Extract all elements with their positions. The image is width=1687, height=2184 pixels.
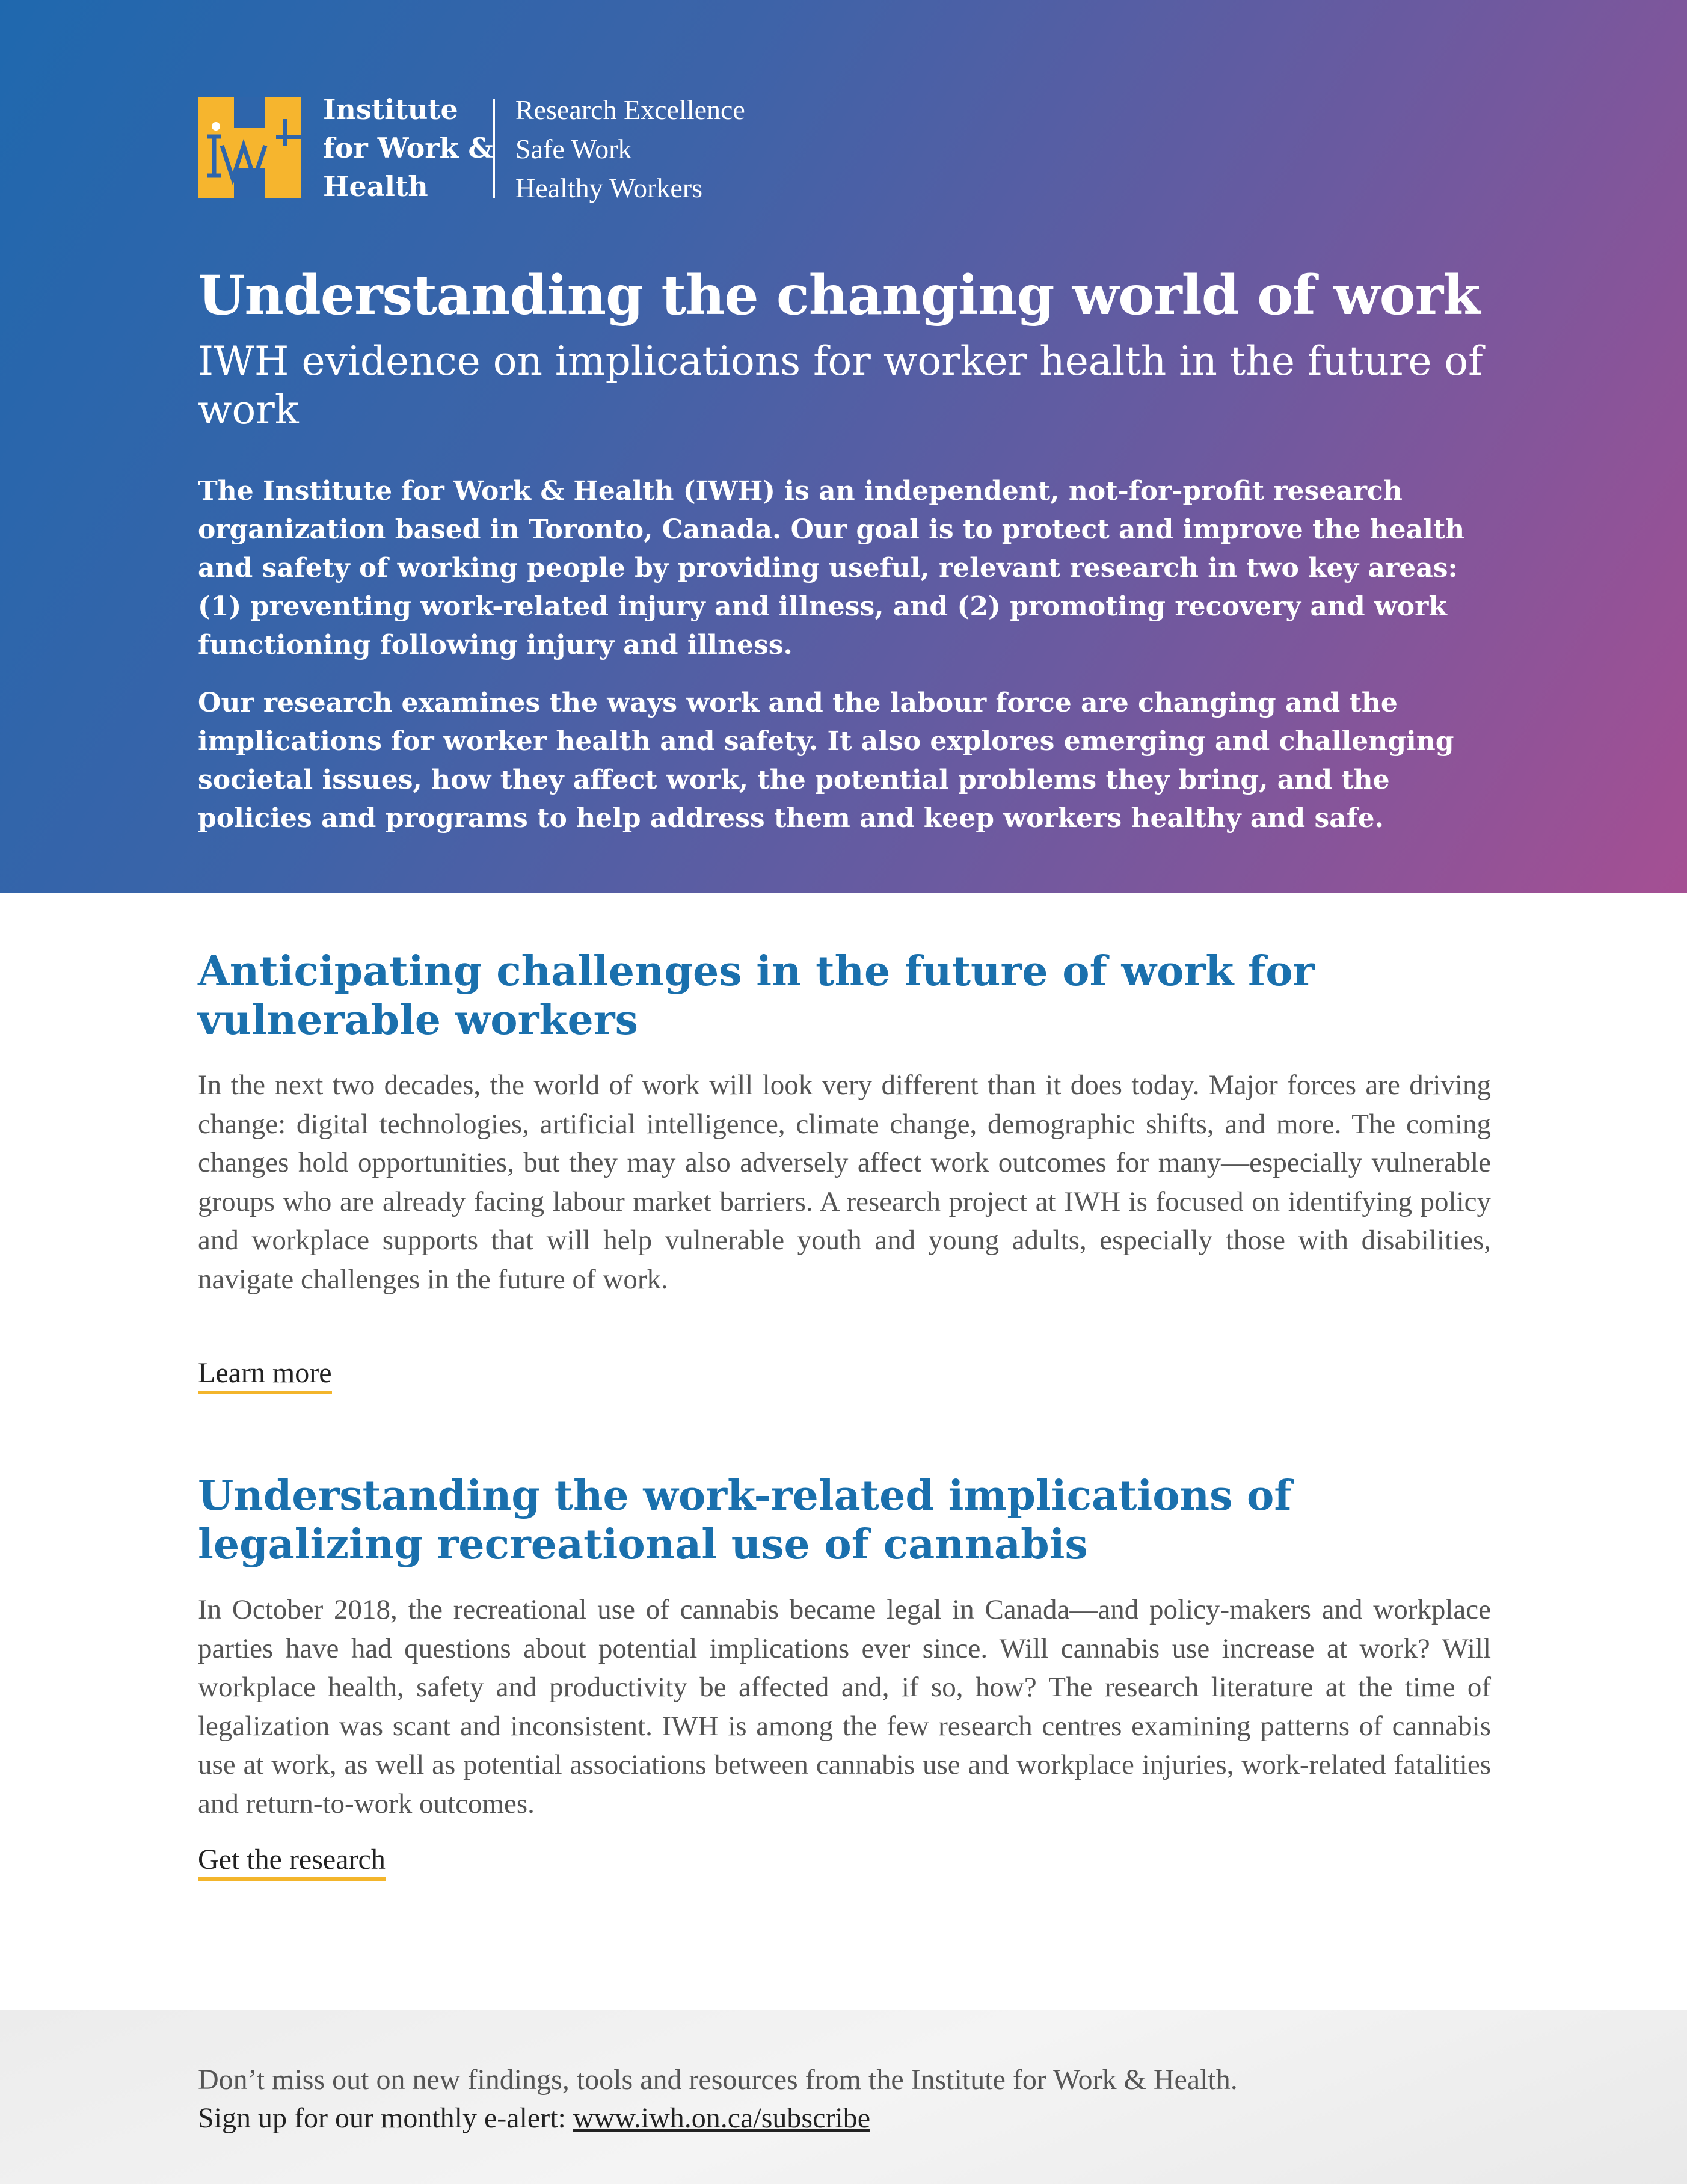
footer-text: Don’t miss out on new findings, tools and resources from the Institute for Work & Health.	[198, 2064, 1238, 2096]
iwh-logo-icon	[198, 97, 301, 198]
org-name-line: Health	[323, 170, 428, 203]
intro-paragraph: Our research examines the ways work and the labour force are changing and the implications for worker health and safety. It also explores emerging and challenging societal issues, how they affect work, the potential problems they bring, and the policies and programs to help address them and keep workers healthy and safe.	[198, 687, 1454, 834]
page-subtitle: IWH evidence on implications for worker health in the future of work	[198, 338, 1483, 433]
tagline: Research Excellence	[515, 94, 745, 125]
get-research-link[interactable]: Get the research	[198, 1843, 386, 1881]
signup-label: Sign up for our monthly e-alert:	[198, 2102, 573, 2134]
org-name-line: for Work &	[323, 132, 493, 164]
header-banner	[0, 0, 1687, 893]
tagline: Healthy Workers	[515, 173, 702, 203]
learn-more-link[interactable]: Learn more	[198, 1356, 332, 1394]
footer-signup	[198, 2102, 870, 2135]
section-heading: Anticipating challenges in the future of work for vulnerable workers	[198, 947, 1315, 1044]
page-title: Understanding the changing world of work	[198, 263, 1480, 327]
intro-paragraph: The Institute for Work & Health (IWH) is an independent, not-for-profit research organization based in Toronto, Canada. Our goal is to protect and improve the health and safety of working people by providing useful, relevant research in two key areas: (1) preventing work-related injury and illness, and (2) promoting recovery and work functioning following injury and illness.	[198, 476, 1465, 660]
tagline: Safe Work	[515, 134, 632, 164]
footer	[0, 2010, 1687, 2184]
section-heading: Understanding the work-related implications of legalizing recreational use of cannabis	[198, 1472, 1292, 1569]
org-name	[323, 90, 493, 206]
subscribe-link[interactable]: www.iwh.on.ca/subscribe	[573, 2102, 870, 2134]
org-name-line: Institute	[323, 93, 458, 126]
taglines	[515, 90, 745, 208]
section-body: In October 2018, the recreational use of cannabis became legal in Canada—and policy-makers and workplace parties have had questions about potential implications ever since. Will cannabis use increase at work? Will workplace health, safety and productivity be affected and, if so, how? The research literature at the time of legalization was scant and inconsistent. IWH is among the few research centres examining patterns of cannabis use at work, as well as potential associations between cannabis use and workplace injuries, work-related fatalities and return-to-work outcomes.	[198, 1594, 1491, 1819]
logo-divider	[493, 99, 495, 198]
section-body: In the next two decades, the world of work will look very different than it does today. Major forces are driving change: digital technologies, artificial intelligence, climate change, demographic shifts, and more. The coming changes hold opportunities, but they may also adversely affect work outcomes for many—especially vulnerable groups who are already facing labour market barriers. A research project at IWH is focused on identifying policy and workplace supports that will help vulnerable youth and young adults, especially those with disabilities, navigate challenges in the future of work.	[198, 1069, 1491, 1295]
